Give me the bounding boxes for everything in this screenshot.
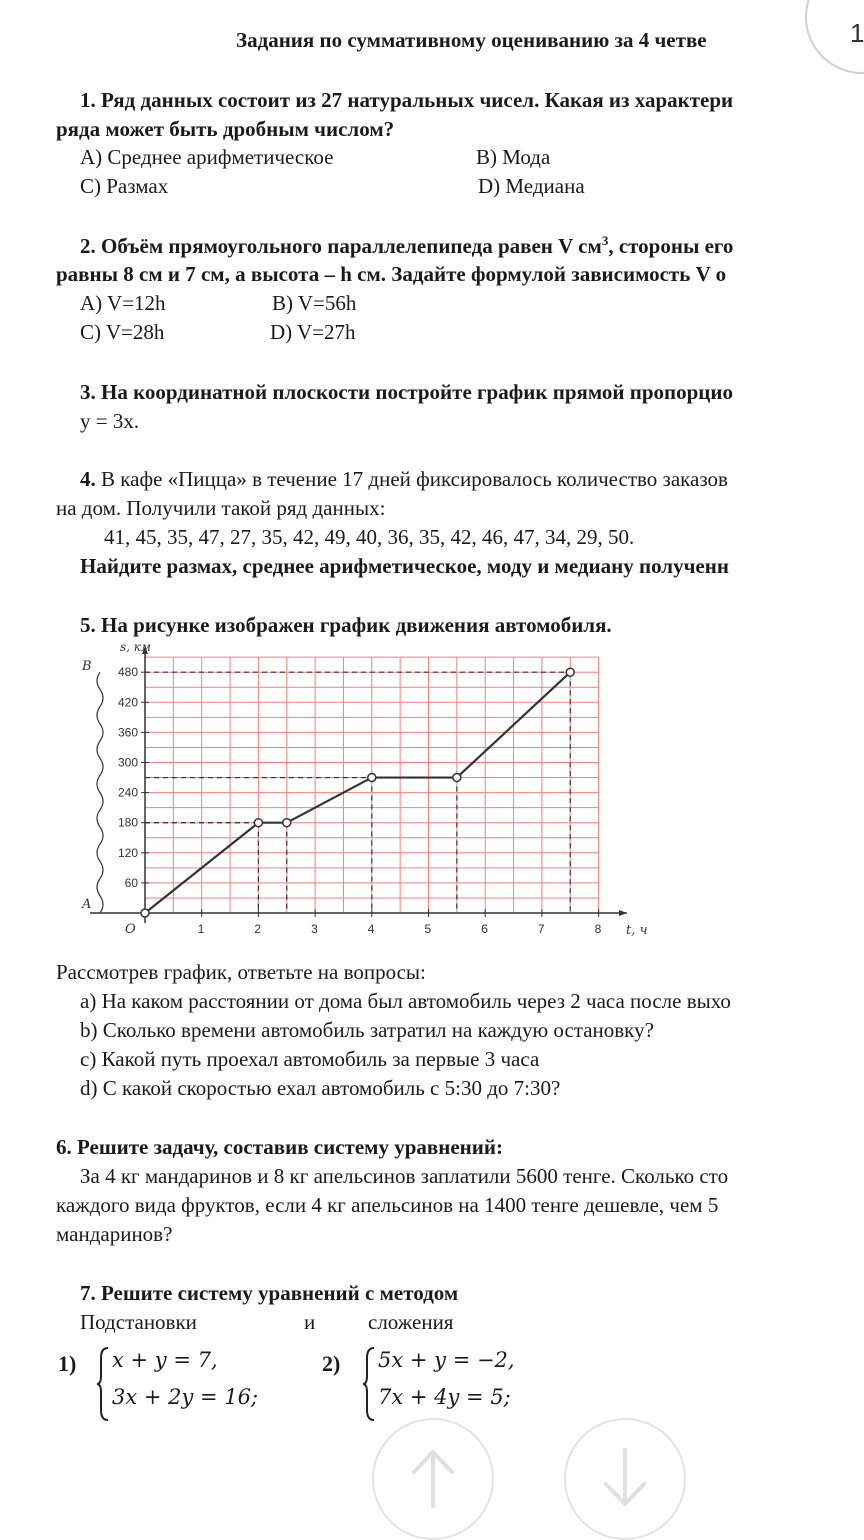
data-point bbox=[368, 774, 376, 782]
q4-text-line1: 4. В кафе «Пицца» в течение 17 дней фиксировалось количество заказов bbox=[80, 467, 728, 491]
distance-brace bbox=[97, 672, 103, 913]
chart-brace bbox=[97, 672, 103, 913]
system-2-brace bbox=[362, 1346, 376, 1422]
q1-option-d: D) Медиана bbox=[478, 174, 585, 198]
page-title: Задания по суммативному оцениванию за 4 четве bbox=[236, 28, 707, 52]
y-tick-label: 120 bbox=[117, 845, 138, 860]
data-point bbox=[141, 909, 149, 917]
system-2-equation-2: 7x + 4y = 5; bbox=[378, 1385, 511, 1409]
data-point bbox=[283, 819, 291, 827]
system-2-label: 2) bbox=[322, 1351, 341, 1376]
q1-option-c: C) Размах bbox=[80, 174, 169, 198]
data-point bbox=[566, 668, 574, 676]
arrow-up-icon bbox=[408, 1446, 458, 1510]
q5-question-b: b) Сколько времени автомобиль затратил на каждую остановку? bbox=[80, 1018, 654, 1042]
chart-origin-label: O bbox=[125, 922, 136, 937]
q6-text-line3: мандаринов? bbox=[56, 1222, 173, 1246]
x-tick-label: 4 bbox=[367, 922, 375, 936]
system-1-label: 1) bbox=[58, 1351, 77, 1376]
chart-x-axis-label: t, ч bbox=[626, 923, 648, 938]
q6-text-line2: каждого вида фруктов, если 4 кг апельсинов на 1400 тенге дешевле, чем 5 bbox=[56, 1193, 719, 1217]
q4-text-line2: на дом. Получили такой ряд данных: bbox=[56, 496, 386, 520]
x-tick-label: 8 bbox=[594, 922, 602, 936]
q4-task: Найдите размах, среднее арифметическое, моду и медиану полученн bbox=[80, 554, 729, 578]
y-tick-label: 240 bbox=[117, 785, 138, 800]
q2-option-a: A) V=12h bbox=[80, 291, 166, 315]
q2-option-c: C) V=28h bbox=[80, 320, 165, 344]
system-1-equation-1: x + y = 7, bbox=[112, 1348, 218, 1372]
q2-option-b: B) V=56h bbox=[272, 291, 357, 315]
y-tick-label: 360 bbox=[117, 725, 138, 740]
data-point bbox=[254, 819, 262, 827]
q5-question-c: c) Какой путь проехал автомобиль за первые 3 часа bbox=[80, 1047, 540, 1071]
scroll-up-button[interactable] bbox=[372, 1418, 494, 1540]
q2-text-line1: 2. Объём прямоугольного параллелепипеда равен V $см^3$, стороны его bbox=[80, 233, 734, 258]
x-tick-label: 5 bbox=[424, 922, 432, 936]
q6-text-line1: За 4 кг мандаринов и 8 кг апельсинов заплатили 5600 тенге. Сколько сто bbox=[80, 1164, 729, 1188]
q4-data-row: 41, 45, 35, 47, 27, 35, 42, 49, 40, 36, 35, 42, 46, 47, 34, 29, 50. bbox=[104, 525, 635, 549]
q7-method-substitution: Подстановки bbox=[80, 1310, 197, 1334]
data-point bbox=[453, 774, 461, 782]
q1-option-b: B) Мода bbox=[476, 145, 551, 169]
x-tick-label: 3 bbox=[311, 922, 318, 936]
x-axis-arrow bbox=[619, 910, 627, 916]
q1-text-line1: 1. Ряд данных состоит из 27 натуральных чисел. Какая из характери bbox=[80, 88, 734, 112]
y-tick-label: 180 bbox=[117, 815, 138, 830]
q6-title: 6. Решите задачу, составив систему уравнений: bbox=[56, 1135, 503, 1159]
system-2-equation-1: 5x + y = −2, bbox=[378, 1348, 515, 1372]
page-number: 1 bbox=[850, 18, 864, 48]
arrow-down-icon bbox=[600, 1446, 650, 1510]
chart-grid bbox=[145, 657, 599, 913]
y-tick-label: 480 bbox=[117, 665, 138, 680]
chart-y-axis-label: s, км bbox=[120, 640, 151, 654]
x-tick-label: 6 bbox=[481, 922, 488, 936]
y-tick-label: 60 bbox=[124, 875, 138, 890]
scroll-down-button[interactable] bbox=[564, 1418, 686, 1540]
q5-intro: Рассмотрев график, ответьте на вопросы: bbox=[56, 960, 426, 984]
chart-ticks bbox=[114, 664, 602, 936]
chart-point-a-label: A bbox=[82, 897, 92, 912]
x-tick-label: 7 bbox=[537, 922, 545, 936]
chart-point-b-label: B bbox=[82, 659, 92, 674]
q3-text-line2: y = 3x. bbox=[80, 409, 140, 433]
x-tick-label: 1 bbox=[197, 922, 205, 936]
system-1-equation-2: 3x + 2y = 16; bbox=[112, 1385, 259, 1409]
q5-question-a: a) На каком расстоянии от дома был автомобиль через 2 часа после выхо bbox=[80, 989, 731, 1013]
q7-title: 7. Решите систему уравнений с методом bbox=[80, 1281, 459, 1305]
q7-method-addition: сложения bbox=[368, 1310, 454, 1334]
q5-question-d: d) С какой скоростью ехал автомобиль с 5:30 до 7:30? bbox=[80, 1076, 561, 1100]
motion-chart bbox=[80, 640, 670, 945]
q7-and: и bbox=[304, 1310, 316, 1334]
q1-option-a: A) Среднее арифметическое bbox=[80, 145, 334, 169]
y-tick-label: 300 bbox=[117, 755, 138, 770]
y-tick-label: 420 bbox=[117, 695, 138, 710]
q5-title: 5. На рисунке изображен график движения автомобиля. bbox=[80, 613, 612, 637]
x-tick-label: 2 bbox=[254, 922, 262, 936]
q2-option-d: D) V=27h bbox=[270, 320, 356, 344]
system-1-brace bbox=[96, 1346, 110, 1422]
q2-text-line2: равны 8 см и 7 см, а высота – h см. Задайте формулой зависимость V о bbox=[56, 262, 727, 286]
q1-text-line2: ряда может быть дробным числом? bbox=[56, 117, 395, 141]
q3-text-line1: 3. На координатной плоскости постройте график прямой пропорцио bbox=[80, 380, 733, 404]
